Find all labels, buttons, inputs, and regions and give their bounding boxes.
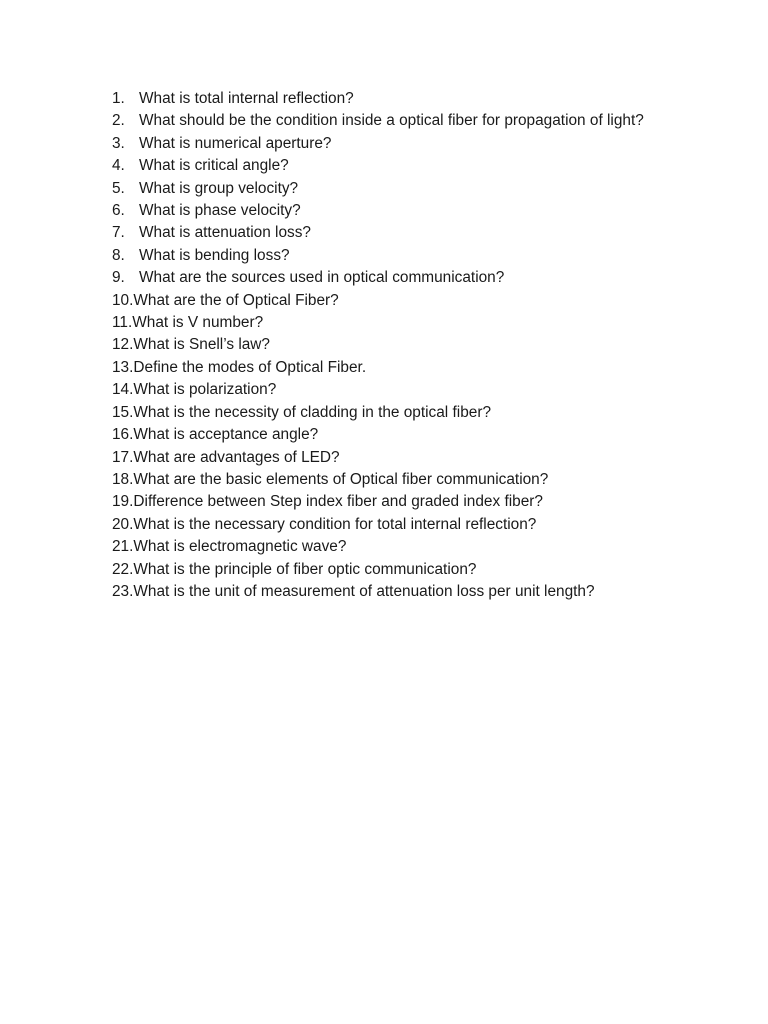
question-item	[112, 312, 672, 334]
question-item	[112, 290, 672, 312]
question-item	[112, 514, 672, 536]
question-number: 8.	[112, 246, 125, 264]
question-text: What is polarization?	[133, 381, 277, 399]
question-text: What is the principle of fiber optic communication?	[133, 560, 477, 578]
question-item	[112, 110, 672, 132]
question-text: What are the basic elements of Optical fiber communication?	[133, 470, 549, 488]
question-item	[112, 469, 672, 491]
question-item	[112, 491, 672, 513]
question-item	[112, 402, 672, 424]
question-item	[112, 334, 672, 356]
question-item	[112, 447, 672, 469]
question-item	[112, 424, 672, 446]
question-item	[112, 559, 672, 581]
question-item	[112, 536, 672, 558]
question-text: What is the necessary condition for total internal reflection?	[133, 515, 537, 533]
question-text: What is Snell’s law?	[133, 336, 270, 354]
question-text: Define the modes of Optical Fiber.	[133, 358, 367, 376]
question-number: 14.	[112, 381, 134, 399]
question-text: What is bending loss?	[139, 246, 290, 264]
question-item	[112, 581, 672, 603]
question-item	[112, 222, 672, 244]
question-item	[112, 88, 672, 110]
question-text: What is total internal reflection?	[139, 90, 354, 107]
question-item	[112, 267, 672, 289]
question-text: Difference between Step index fiber and graded index fiber?	[133, 493, 543, 511]
question-number: 21.	[112, 538, 134, 556]
question-number: 2.	[112, 112, 125, 130]
question-number: 12.	[112, 336, 134, 354]
question-number: 17.	[112, 448, 134, 466]
question-item	[112, 133, 672, 155]
question-text: What is electromagnetic wave?	[133, 538, 347, 556]
question-text: What is acceptance angle?	[133, 426, 319, 444]
question-number: 19.	[112, 493, 134, 511]
question-text: What is phase velocity?	[139, 202, 301, 220]
question-text: What is the unit of measurement of attenuation loss per unit length?	[133, 582, 595, 600]
question-text: What is the necessity of cladding in the optical fiber?	[133, 403, 492, 421]
question-number: 6.	[112, 202, 125, 220]
question-item	[112, 155, 672, 177]
question-number: 13.	[112, 358, 134, 376]
question-text: What are the of Optical Fiber?	[133, 291, 339, 309]
question-number: 3.	[112, 134, 125, 152]
question-number: 7.	[112, 224, 125, 242]
question-number: 1.	[112, 90, 125, 107]
question-number: 5.	[112, 179, 125, 197]
question-item	[112, 245, 672, 267]
question-number: 22.	[112, 560, 134, 578]
question-text: What are the sources used in optical communication?	[139, 269, 505, 287]
question-number: 4.	[112, 157, 125, 175]
question-item	[112, 357, 672, 379]
question-text: What are advantages of LED?	[133, 448, 340, 466]
question-number: 9.	[112, 269, 125, 287]
question-number: 16.	[112, 426, 134, 444]
question-text: What is V number?	[132, 314, 264, 332]
question-text: What is numerical aperture?	[139, 134, 332, 152]
question-number: 10.	[112, 291, 134, 309]
question-text: What is attenuation loss?	[139, 224, 311, 242]
question-text: What should be the condition inside a optical fiber for propagation of light?	[139, 112, 644, 130]
question-number: 11.	[112, 314, 133, 332]
question-number: 18.	[112, 470, 134, 488]
question-number: 20.	[112, 515, 134, 533]
question-item	[112, 200, 672, 222]
question-number: 15.	[112, 403, 134, 421]
question-item	[112, 379, 672, 401]
question-text: What is group velocity?	[139, 179, 299, 197]
question-item	[112, 178, 672, 200]
question-number: 23.	[112, 582, 134, 600]
question-list	[112, 88, 672, 603]
question-text: What is critical angle?	[139, 157, 289, 175]
